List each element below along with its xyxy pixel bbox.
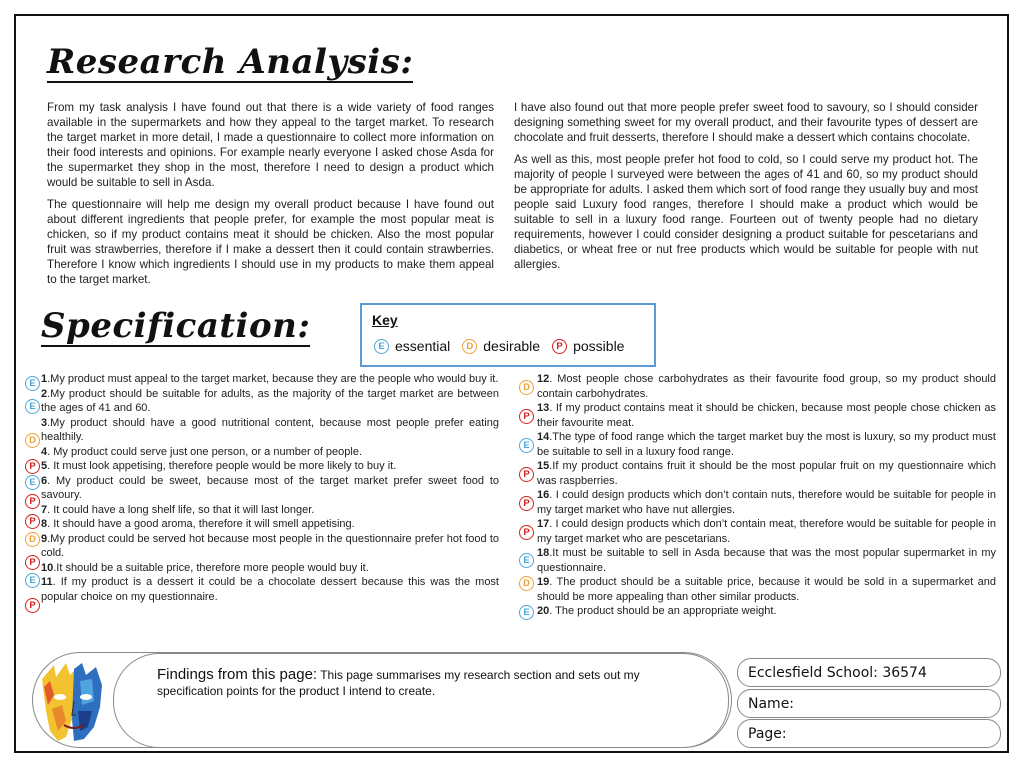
spec-item: 8. It should have a good aroma, therefore it will smell appetising. xyxy=(41,518,355,530)
research-paragraph: From my task analysis I have found out that there is a wide variety of food ranges available in the supermarkets and how they appeal to the target market. To research the target market in more detail, I made a questionnaire to collect more information on their food interests and opinions. For example nearly everyone I asked chose Asda for the supermarket they shop in the most, therefore I need to design a product which would be suitable to sell in Asda. xyxy=(47,101,494,189)
spec-item: 16. I could design products which don’t contain nuts, therefore would be suitable for people in my target market who have nut allergies. xyxy=(537,489,996,516)
findings-body: This page summarises my research section and sets out my specification points for the product I intend to create. xyxy=(157,668,640,698)
possible-badge-icon: P xyxy=(25,514,40,529)
page-title: Research Analysis: xyxy=(47,42,414,82)
key-box xyxy=(360,303,656,367)
research-paragraph: I have also found out that more people prefer sweet food to savoury, so I should consider designing something sweet for my overall product, and their favourite types of dessert are chocolate and fruit desserts, therefore I should make a dessert which contains chocolate. xyxy=(514,101,978,144)
desirable-badge-icon: D xyxy=(519,380,534,395)
possible-badge-icon: P xyxy=(519,496,534,511)
spec-right-list xyxy=(537,372,996,619)
school-field: Ecclesfield School: 36574 xyxy=(737,658,1001,687)
possible-badge-icon: P xyxy=(552,339,567,354)
spec-item: 11. If my product is a dessert it could be a chocolate dessert because this was the most popular choice on my questionnaire. xyxy=(41,576,499,603)
possible-badge-icon: P xyxy=(25,459,40,474)
desirable-badge-icon: D xyxy=(25,433,40,448)
spec-item: 15.If my product contains fruit it should be the most popular fruit on my questionnaire which was raspberries. xyxy=(537,460,996,487)
spec-item: 10.It should be a suitable price, therefore more people would buy it. xyxy=(41,561,369,574)
spec-item: 5. It must look appetising, therefore people would be more likely to buy it. xyxy=(41,460,397,472)
findings-title: Findings from this page: xyxy=(157,666,318,683)
spec-item: 2.My product should be suitable for adults, as the majority of the target market are between the ages of 41 and 60. xyxy=(41,387,499,414)
key-title: Key xyxy=(372,312,398,328)
spec-item: 7. It could have a long shelf life, so that it will last longer. xyxy=(41,503,315,516)
possible-badge-icon: P xyxy=(25,494,40,509)
spec-item: 1.My product must appeal to the target market, because they are the people who would buy it. xyxy=(41,373,499,385)
possible-badge-icon: P xyxy=(519,525,534,540)
mask-logo-icon xyxy=(36,661,110,745)
essential-badge-icon: E xyxy=(374,339,389,354)
research-paragraph: As well as this, most people prefer hot food to cold, so I could serve my product hot. The majority of people I surveyed were between the ages of 41 and 60, so my product should be appropriate for adults. I asked them which sort of food range they usually buy and most people said Luxury food ranges, therefore I should make a product which would be suitable to sell in a luxury food range. Fourteen out of twenty people had no dietary requirements, however I could consider designing a product suitable for pescetarians and diabetics, or wheat free or nut free products which would be suitable for people with nut allergies. xyxy=(514,153,978,271)
desirable-badge-icon: D xyxy=(25,532,40,547)
possible-badge-icon: P xyxy=(25,598,40,613)
spec-left-list xyxy=(41,372,499,604)
spec-item: 17. I could design products which don’t contain meat, therefore would be suitable for people in my target market who are pescetarians. xyxy=(537,518,996,545)
spec-item: 6. My product could be sweet, because most of the target market prefer sweet food to savoury. xyxy=(41,474,499,501)
findings-text xyxy=(157,667,702,699)
essential-badge-icon: E xyxy=(519,605,534,620)
essential-badge-icon: E xyxy=(25,399,40,414)
key-row xyxy=(374,338,636,354)
possible-badge-icon: P xyxy=(519,467,534,482)
page-field: Page: xyxy=(737,719,1001,748)
key-essential-label: essential xyxy=(395,338,451,354)
spec-item: 19. The product should be a suitable price, because it would be sold in a supermarket and should be more appealing than other similar products. xyxy=(537,576,996,603)
spec-item: 4. My product could serve just one person, or a number of people. xyxy=(41,445,363,458)
spec-item: 14.The type of food range which the target market buy the most is luxury, so my product must be suitable to sell in a luxury food range. xyxy=(537,431,996,458)
spec-item: 3.My product should have a good nutritional content, because most people prefer eating healthily. xyxy=(41,416,499,443)
desirable-badge-icon: D xyxy=(519,576,534,591)
specification-title: Specification: xyxy=(41,306,311,346)
essential-badge-icon: E xyxy=(519,553,534,568)
spec-item: 20. The product should be an appropriate weight. xyxy=(537,605,777,617)
name-field: Name: xyxy=(737,689,1001,718)
spec-item: 18.It must be suitable to sell in Asda because that was the most popular supermarket in my questionnaire. xyxy=(537,547,996,574)
research-paragraph: The questionnaire will help me design my overall product because I have found out about different ingredients that people prefer, for example the most popular meat is chicken, so if my product contains meat it should be chicken. Also the most popular fruit was strawberries, therefore if I make a dessert then it could contain strawberries. Therefore I know which ingredients I should use in my products to make them appeal to the target market. xyxy=(47,198,494,286)
possible-badge-icon: P xyxy=(519,409,534,424)
essential-badge-icon: E xyxy=(25,475,40,490)
desirable-badge-icon: D xyxy=(462,339,477,354)
key-desirable-label: desirable xyxy=(483,338,541,354)
possible-badge-icon: P xyxy=(25,555,40,570)
key-possible-label: possible xyxy=(573,338,625,354)
essential-badge-icon: E xyxy=(25,573,40,588)
spec-item: 13. If my product contains meat it should be chicken, because most people chose chicken as their favourite meat. xyxy=(537,402,996,429)
research-left-column xyxy=(47,100,494,294)
essential-badge-icon: E xyxy=(25,376,40,391)
essential-badge-icon: E xyxy=(519,438,534,453)
spec-item: 9.My product could be served hot because most people in the questionnaire prefer hot food to cold. xyxy=(41,532,499,559)
spec-item: 12. Most people chose carbohydrates as their favourite food group, so my product should contain carbohydrates. xyxy=(537,373,996,400)
research-right-column xyxy=(514,100,978,279)
